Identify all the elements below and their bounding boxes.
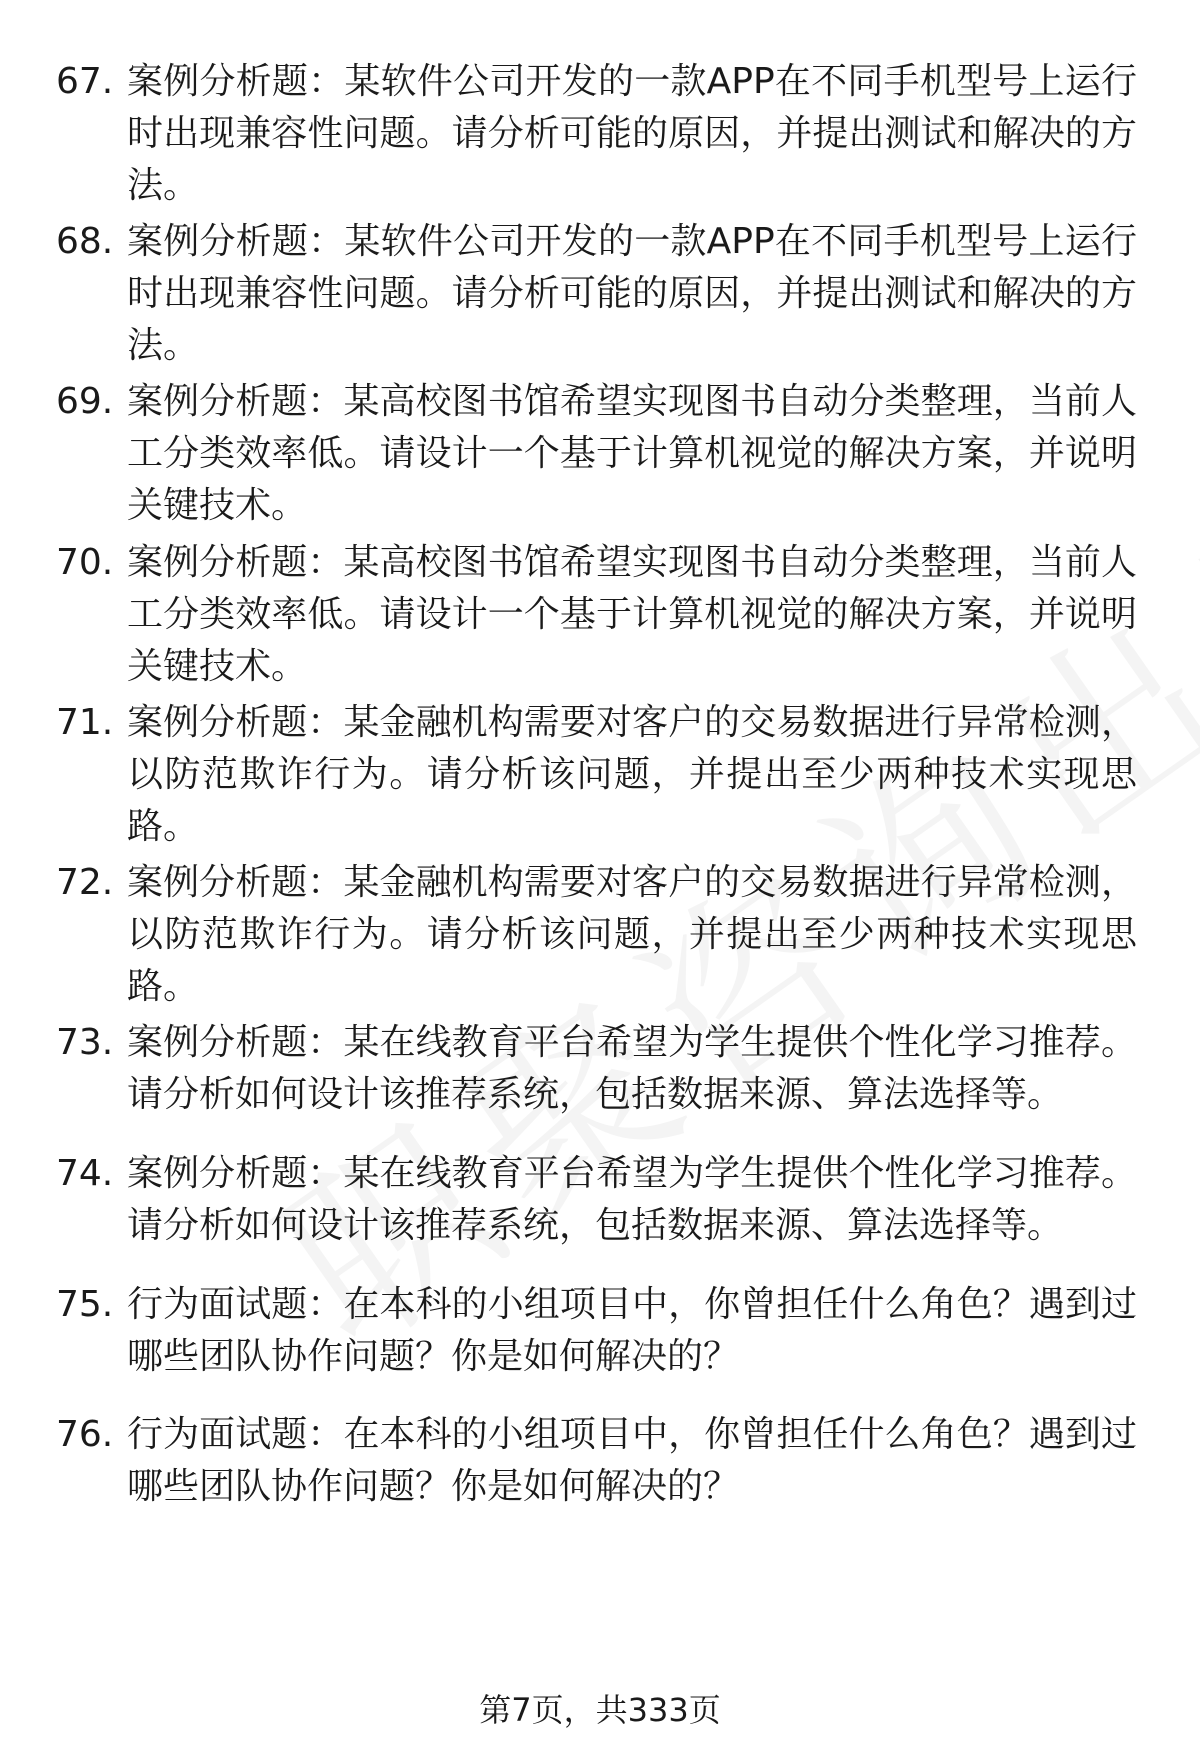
question-number: 76. bbox=[56, 1414, 114, 1455]
question-number: 68. bbox=[56, 221, 114, 262]
question-number: 69. bbox=[56, 381, 114, 422]
question-text: 案例分析题：某软件公司开发的一款APP在不同手机型号上运行时出现兼容性问题。请分析可能的原因，并提出测试和解决的方法。 bbox=[127, 221, 1137, 366]
question-number: 73. bbox=[56, 1022, 114, 1063]
question-number: 67. bbox=[56, 61, 114, 102]
question-number: 74. bbox=[56, 1153, 114, 1194]
question-text: 案例分析题：某高校图书馆希望实现图书自动分类整理，当前人工分类效率低。请设计一个基于计算机视觉的解决方案，并说明关键技术。 bbox=[127, 381, 1137, 526]
question-text: 案例分析题：某金融机构需要对客户的交易数据进行异常检测，以防范欺诈行为。请分析该问题，并提出至少两种技术实现思路。 bbox=[127, 862, 1137, 1007]
question-text: 案例分析题：某高校图书馆希望实现图书自动分类整理，当前人工分类效率低。请设计一个基于计算机视觉的解决方案，并说明关键技术。 bbox=[127, 542, 1137, 687]
question-text: 行为面试题：在本科的小组项目中，你曾担任什么角色？遇到过哪些团队协作问题？你是如何解决的？ bbox=[127, 1284, 1137, 1377]
question-number: 70. bbox=[56, 542, 114, 583]
question-text: 案例分析题：某软件公司开发的一款APP在不同手机型号上运行时出现兼容性问题。请分析可能的原因，并提出测试和解决的方法。 bbox=[127, 61, 1137, 206]
question-number: 75. bbox=[56, 1284, 114, 1325]
question-text: 案例分析题：某金融机构需要对客户的交易数据进行异常检测，以防范欺诈行为。请分析该问题，并提出至少两种技术实现思路。 bbox=[127, 702, 1137, 847]
question-text: 案例分析题：某在线教育平台希望为学生提供个性化学习推荐。请分析如何设计该推荐系统，包括数据来源、算法选择等。 bbox=[127, 1022, 1137, 1115]
question-number: 72. bbox=[56, 862, 114, 903]
question-text: 行为面试题：在本科的小组项目中，你曾担任什么角色？遇到过哪些团队协作问题？你是如何解决的？ bbox=[127, 1414, 1137, 1507]
page-number-footer: 第7页，共333页 bbox=[479, 1691, 721, 1729]
question-number: 71. bbox=[56, 702, 114, 743]
question-text: 案例分析题：某在线教育平台希望为学生提供个性化学习推荐。请分析如何设计该推荐系统，包括数据来源、算法选择等。 bbox=[127, 1153, 1137, 1246]
